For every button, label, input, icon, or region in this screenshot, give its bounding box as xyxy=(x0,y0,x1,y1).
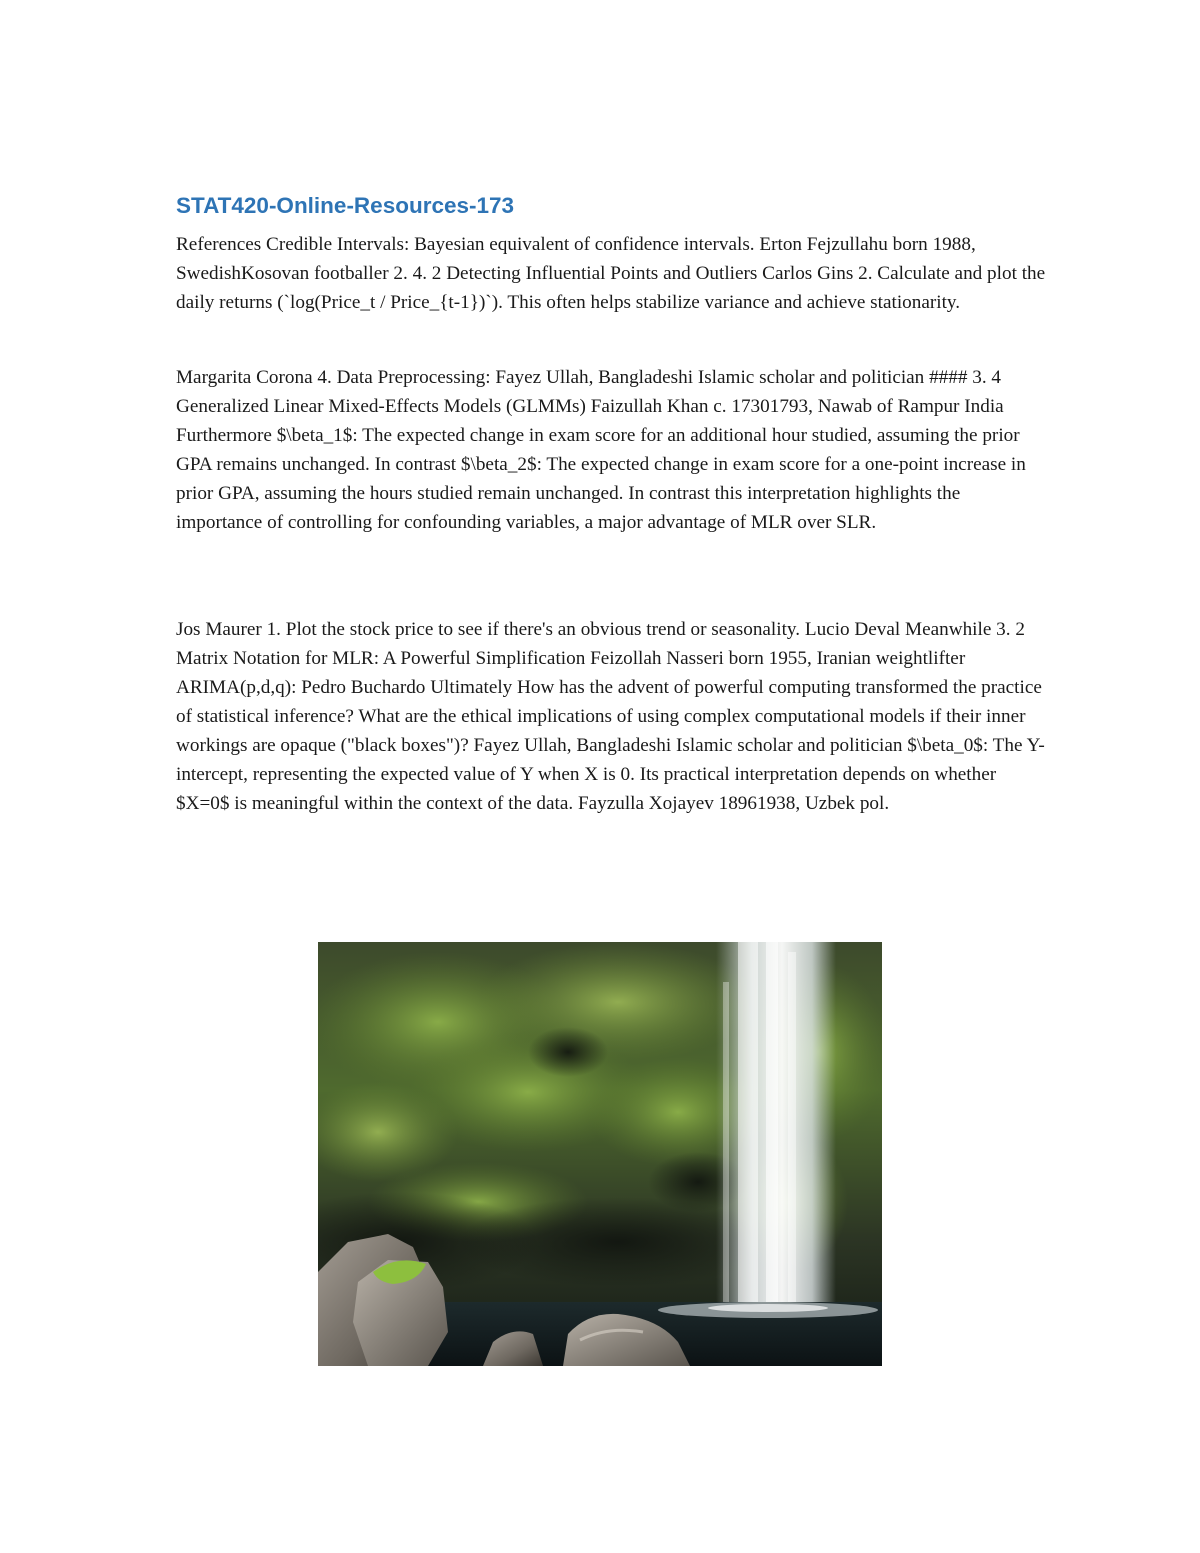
waterfall-illustration xyxy=(318,942,882,1366)
document-title: STAT420-Online-Resources-173 xyxy=(176,193,515,218)
paragraph-3: Jos Maurer 1. Plot the stock price to see if there's an obvious trend or seasonality. Lucio Deval Meanwhile 3. 2 Matrix Notation for MLR: A Powerful Simplification Feizollah Nasseri born 1955, Iranian weightlifter ARIMA(p,d,q): Pedro Buchardo Ultimately How has the advent of powerful computing transformed the practice of statistical inference? What are the ethical implications of using complex computational models if their inner workings are opaque ("black boxes")? Fayez Ullah, Bangladeshi Islamic scholar and politician $\beta_0$: The Y-intercept, representing the expected value of Y when X is 0. Its practical interpretation depends on whether $X=0$ is meaningful within the context of the data. Fayzulla Xojayev 18961938, Uzbek pol. xyxy=(176,619,1045,814)
paragraph-2: Margarita Corona 4. Data Preprocessing: Fayez Ullah, Bangladeshi Islamic scholar and politician #### 3. 4 Generalized Linear Mixed-Effects Models (GLMMs) Faizullah Khan c. 17301793, Nawab of Rampur India Furthermore $\beta_1$: The expected change in exam score for an additional hour studied, assuming the prior GPA remains unchanged. In contrast $\beta_2$: The expected change in exam score for a one-point increase in prior GPA, assuming the hours studied remain unchanged. In contrast this interpretation highlights the importance of controlling for confounding variables, a major advantage of MLR over SLR. xyxy=(176,367,1026,533)
paragraph-1: References Credible Intervals: Bayesian equivalent of confidence intervals. Erton Fejzullahu born 1988, SwedishKosovan footballer 2. 4. 2 Detecting Influential Points and Outliers Carlos Gins 2. Calculate and plot the daily returns (`log(Price_t / Price_{t-1})`). This often helps stabilize variance and achieve stationarity. xyxy=(176,234,1046,313)
waterfall-photo xyxy=(318,942,882,1366)
